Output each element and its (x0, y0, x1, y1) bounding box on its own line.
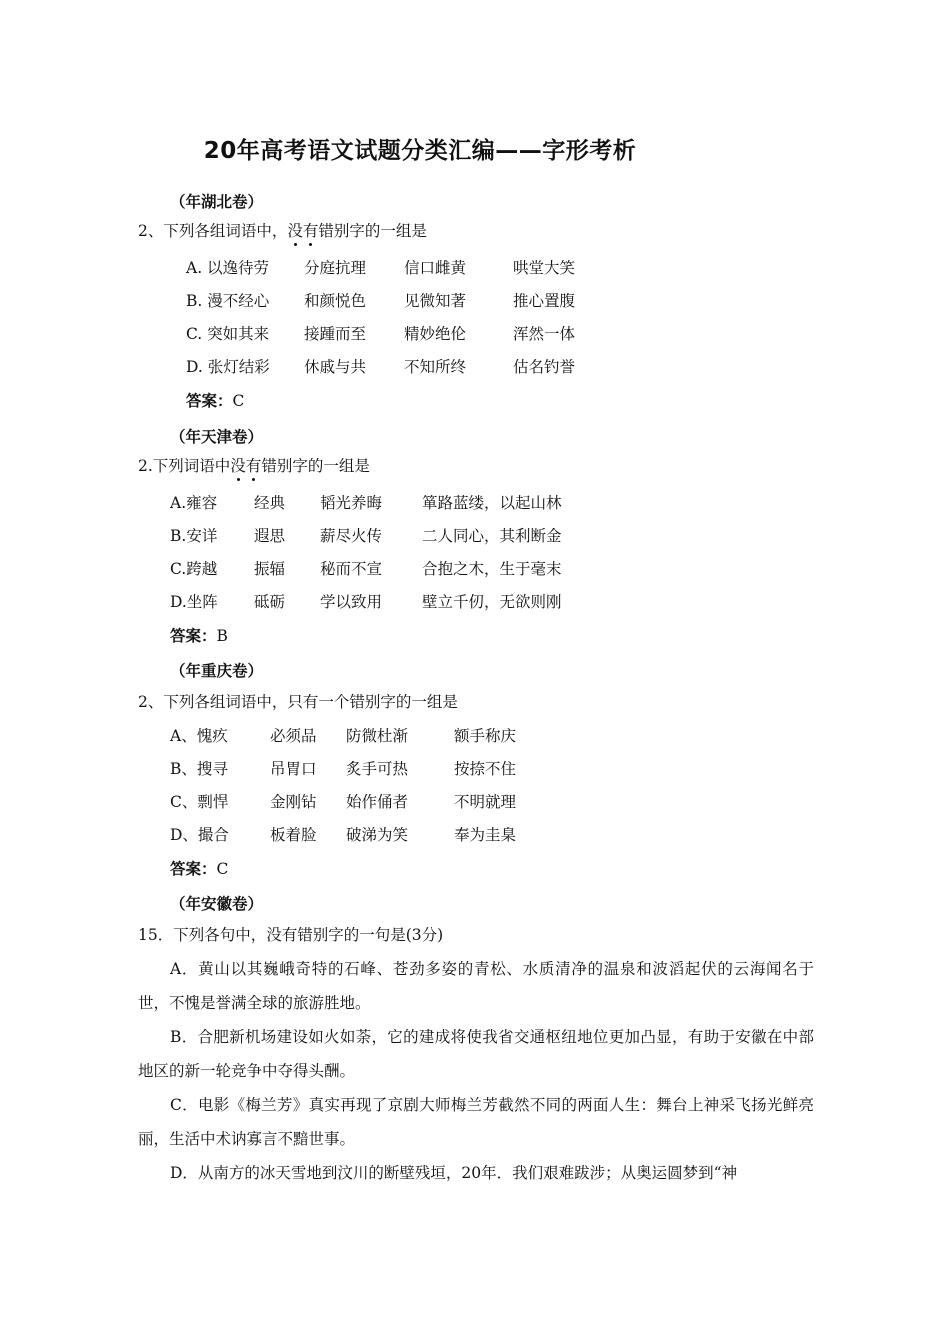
option-cell: 信口雌黄 (404, 259, 467, 277)
option-cell: 不明就理 (454, 793, 517, 811)
option-cell: 二人同心，其利断金 (422, 527, 562, 545)
question-hubei: 2、下列各组词语中，没有错别字的一组是 (138, 222, 427, 240)
option-cell: 推心置腹 (513, 292, 576, 310)
option-cell: 吊胃口 (270, 760, 317, 778)
option-cell: 奉为圭臬 (454, 826, 517, 844)
section-hubei-source: （年湖北卷） (170, 193, 264, 211)
option-cell: 壁立千仞，无欲则刚 (422, 593, 562, 611)
option-cell: 必须品 (270, 727, 317, 745)
option-cell: D.坐阵 (170, 593, 218, 611)
answer-hubei: 答案：C (186, 392, 245, 410)
option-cell: 薪尽火传 (320, 527, 383, 545)
option-cell: C. 突如其来 (186, 325, 270, 343)
option-cell: 分庭抗理 (304, 259, 367, 277)
option-cell: 额手称庆 (454, 727, 517, 745)
option-cell: 箪路蓝缕，以起山林 (422, 494, 562, 512)
answer-chongqing: 答案：C (170, 860, 229, 878)
option-cell: 金刚钻 (270, 793, 317, 811)
section-anhui-source: （年安徽卷） (170, 895, 264, 913)
option-cell: 哄堂大笑 (513, 259, 576, 277)
option-cell: A、愧疚 (170, 727, 228, 745)
question-anhui: 15．下列各句中，没有错别字的一句是(3分) (138, 926, 444, 944)
option-cell: 经典 (254, 494, 286, 512)
option-cell: 精妙绝伦 (404, 325, 467, 343)
option-cell: 秘而不宣 (320, 560, 383, 578)
option-cell: D、撮合 (170, 826, 229, 844)
option-cell: D. 张灯结彩 (186, 358, 270, 376)
option-cell: B. 漫不经心 (186, 292, 270, 310)
option-cell: 见微知著 (404, 292, 467, 310)
option-cell: A. 以逸待劳 (186, 259, 270, 277)
option-cell: 不知所终 (404, 358, 467, 376)
option-cell: 砥砺 (254, 593, 286, 611)
option-cell: 炙手可热 (346, 760, 409, 778)
option-cell: 防微杜渐 (346, 727, 409, 745)
option-cell: 休戚与共 (304, 358, 367, 376)
answer-tianjin: 答案：B (170, 627, 228, 645)
option-cell: C.跨越 (170, 560, 218, 578)
option-cell: 接踵而至 (304, 325, 367, 343)
page-title: 20年高考语文试题分类汇编——字形考析 (203, 138, 637, 164)
question-chongqing: 2、下列各组词语中，只有一个错别字的一组是 (138, 693, 458, 711)
option-cell: B.安详 (170, 527, 218, 545)
option-cell: 浑然一体 (513, 325, 576, 343)
option-cell: 始作俑者 (346, 793, 409, 811)
option-cell: 振辐 (254, 560, 286, 578)
paragraph-option-b: B．合肥新机场建设如火如荼，它的建成将使我省交通枢纽地位更加凸显，有助于安徽在中部地区的新一轮竞争中夺得头酬。 (138, 1028, 814, 1080)
paragraph-option-a: A．黄山以其巍峨奇特的石峰、苍劲多姿的青松、水质清净的温泉和波滔起伏的云海闻名于世，不愧是誉满全球的旅游胜地。 (138, 960, 814, 1012)
paragraph-option-c: C．电影《梅兰芳》真实再现了京剧大师梅兰芳截然不同的两面人生：舞台上神采飞扬光鲜亮丽，生活中术讷寡言不黯世事。 (138, 1096, 814, 1148)
option-cell: C、剽悍 (170, 793, 229, 811)
section-tianjin-source: （年天津卷） (170, 428, 264, 446)
option-cell: 合抱之木，生于毫末 (422, 560, 562, 578)
option-cell: 估名钓誉 (513, 358, 576, 376)
question-tianjin: 2.下列词语中没有错别字的一组是 (138, 457, 370, 475)
option-cell: 和颜悦色 (304, 292, 367, 310)
option-cell: 破涕为笑 (346, 826, 409, 844)
paragraph-option-d: D．从南方的冰天雪地到汶川的断壁残垣，20年．我们艰难跋涉；从奥运圆梦到“神 (170, 1164, 738, 1182)
option-cell: 学以致用 (320, 593, 383, 611)
option-cell: 遐思 (254, 527, 286, 545)
option-cell: B、搜寻 (170, 760, 228, 778)
option-cell: 韬光养晦 (320, 494, 383, 512)
option-cell: 按捺不住 (454, 760, 517, 778)
option-cell: 板着脸 (270, 826, 317, 844)
option-cell: A.雍容 (170, 494, 218, 512)
section-chongqing-source: （年重庆卷） (170, 662, 264, 680)
